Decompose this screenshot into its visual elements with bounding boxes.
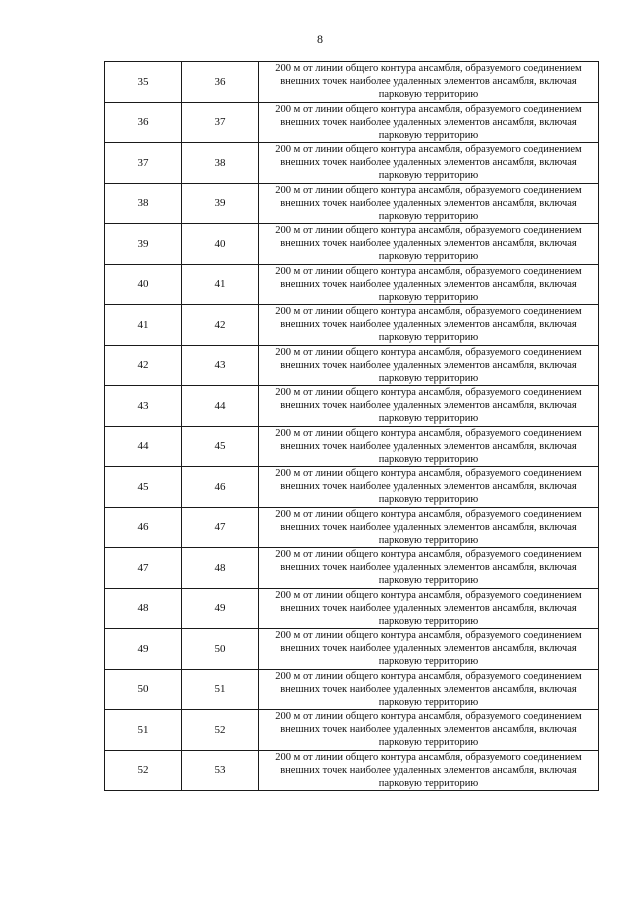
row-number-cell: 47: [105, 548, 182, 589]
zone-description-cell: 200 м от линии общего контура ансамбля, образуемого соединением внешних точек наиболее удаленных элементов ансамбля, включая парковую территорию: [259, 548, 599, 589]
object-number-cell: 45: [182, 426, 259, 467]
table-row: [105, 467, 599, 508]
row-number-cell: 50: [105, 669, 182, 710]
table-row: [105, 264, 599, 305]
row-number-cell: 44: [105, 426, 182, 467]
table-row: [105, 710, 599, 751]
table-row: [105, 102, 599, 143]
row-number-cell: 51: [105, 710, 182, 751]
table-row: [105, 588, 599, 629]
table-row: [105, 386, 599, 427]
table-row: [105, 224, 599, 265]
table-row: [105, 183, 599, 224]
table-row: [105, 750, 599, 791]
zone-description-cell: 200 м от линии общего контура ансамбля, образуемого соединением внешних точек наиболее удаленных элементов ансамбля, включая парковую территорию: [259, 345, 599, 386]
zone-description-cell: 200 м от линии общего контура ансамбля, образуемого соединением внешних точек наиболее удаленных элементов ансамбля, включая парковую территорию: [259, 62, 599, 103]
zone-description-cell: 200 м от линии общего контура ансамбля, образуемого соединением внешних точек наиболее удаленных элементов ансамбля, включая парковую территорию: [259, 305, 599, 346]
table-row: [105, 629, 599, 670]
object-number-cell: 42: [182, 305, 259, 346]
object-number-cell: 53: [182, 750, 259, 791]
zone-description-cell: 200 м от линии общего контура ансамбля, образуемого соединением внешних точек наиболее удаленных элементов ансамбля, включая парковую территорию: [259, 467, 599, 508]
object-number-cell: 40: [182, 224, 259, 265]
object-number-cell: 47: [182, 507, 259, 548]
table-row: [105, 669, 599, 710]
object-number-cell: 46: [182, 467, 259, 508]
row-number-cell: 43: [105, 386, 182, 427]
row-number-cell: 39: [105, 224, 182, 265]
zone-description-cell: 200 м от линии общего контура ансамбля, образуемого соединением внешних точек наиболее удаленных элементов ансамбля, включая парковую территорию: [259, 224, 599, 265]
row-number-cell: 45: [105, 467, 182, 508]
zone-description-cell: 200 м от линии общего контура ансамбля, образуемого соединением внешних точек наиболее удаленных элементов ансамбля, включая парковую территорию: [259, 669, 599, 710]
row-number-cell: 37: [105, 143, 182, 184]
table-row: [105, 507, 599, 548]
zone-description-cell: 200 м от линии общего контура ансамбля, образуемого соединением внешних точек наиболее удаленных элементов ансамбля, включая парковую территорию: [259, 386, 599, 427]
table-row: [105, 62, 599, 103]
table-row: [105, 143, 599, 184]
zone-description-cell: 200 м от линии общего контура ансамбля, образуемого соединением внешних точек наиболее удаленных элементов ансамбля, включая парковую территорию: [259, 750, 599, 791]
object-number-cell: 36: [182, 62, 259, 103]
row-number-cell: 52: [105, 750, 182, 791]
object-number-cell: 48: [182, 548, 259, 589]
object-number-cell: 44: [182, 386, 259, 427]
table-row: [105, 426, 599, 467]
zone-description-cell: 200 м от линии общего контура ансамбля, образуемого соединением внешних точек наиболее удаленных элементов ансамбля, включая парковую территорию: [259, 710, 599, 751]
zone-description-cell: 200 м от линии общего контура ансамбля, образуемого соединением внешних точек наиболее удаленных элементов ансамбля, включая парковую территорию: [259, 183, 599, 224]
object-number-cell: 38: [182, 143, 259, 184]
zone-description-cell: 200 м от линии общего контура ансамбля, образуемого соединением внешних точек наиболее удаленных элементов ансамбля, включая парковую территорию: [259, 102, 599, 143]
zone-description-cell: 200 м от линии общего контура ансамбля, образуемого соединением внешних точек наиболее удаленных элементов ансамбля, включая парковую территорию: [259, 629, 599, 670]
row-number-cell: 36: [105, 102, 182, 143]
table-row: [105, 548, 599, 589]
object-number-cell: 49: [182, 588, 259, 629]
table-body: [105, 62, 599, 791]
table-row: [105, 345, 599, 386]
zone-description-cell: 200 м от линии общего контура ансамбля, образуемого соединением внешних точек наиболее удаленных элементов ансамбля, включая парковую территорию: [259, 426, 599, 467]
row-number-cell: 48: [105, 588, 182, 629]
row-number-cell: 40: [105, 264, 182, 305]
zone-boundaries-table: [104, 61, 599, 791]
row-number-cell: 35: [105, 62, 182, 103]
object-number-cell: 43: [182, 345, 259, 386]
page-number: 8: [317, 32, 323, 46]
zone-description-cell: 200 м от линии общего контура ансамбля, образуемого соединением внешних точек наиболее удаленных элементов ансамбля, включая парковую территорию: [259, 143, 599, 184]
object-number-cell: 50: [182, 629, 259, 670]
object-number-cell: 37: [182, 102, 259, 143]
zone-description-cell: 200 м от линии общего контура ансамбля, образуемого соединением внешних точек наиболее удаленных элементов ансамбля, включая парковую территорию: [259, 507, 599, 548]
row-number-cell: 49: [105, 629, 182, 670]
object-number-cell: 39: [182, 183, 259, 224]
zone-description-cell: 200 м от линии общего контура ансамбля, образуемого соединением внешних точек наиболее удаленных элементов ансамбля, включая парковую территорию: [259, 588, 599, 629]
table-row: [105, 305, 599, 346]
object-number-cell: 51: [182, 669, 259, 710]
row-number-cell: 41: [105, 305, 182, 346]
zone-description-cell: 200 м от линии общего контура ансамбля, образуемого соединением внешних точек наиболее удаленных элементов ансамбля, включая парковую территорию: [259, 264, 599, 305]
row-number-cell: 46: [105, 507, 182, 548]
object-number-cell: 41: [182, 264, 259, 305]
object-number-cell: 52: [182, 710, 259, 751]
row-number-cell: 38: [105, 183, 182, 224]
row-number-cell: 42: [105, 345, 182, 386]
